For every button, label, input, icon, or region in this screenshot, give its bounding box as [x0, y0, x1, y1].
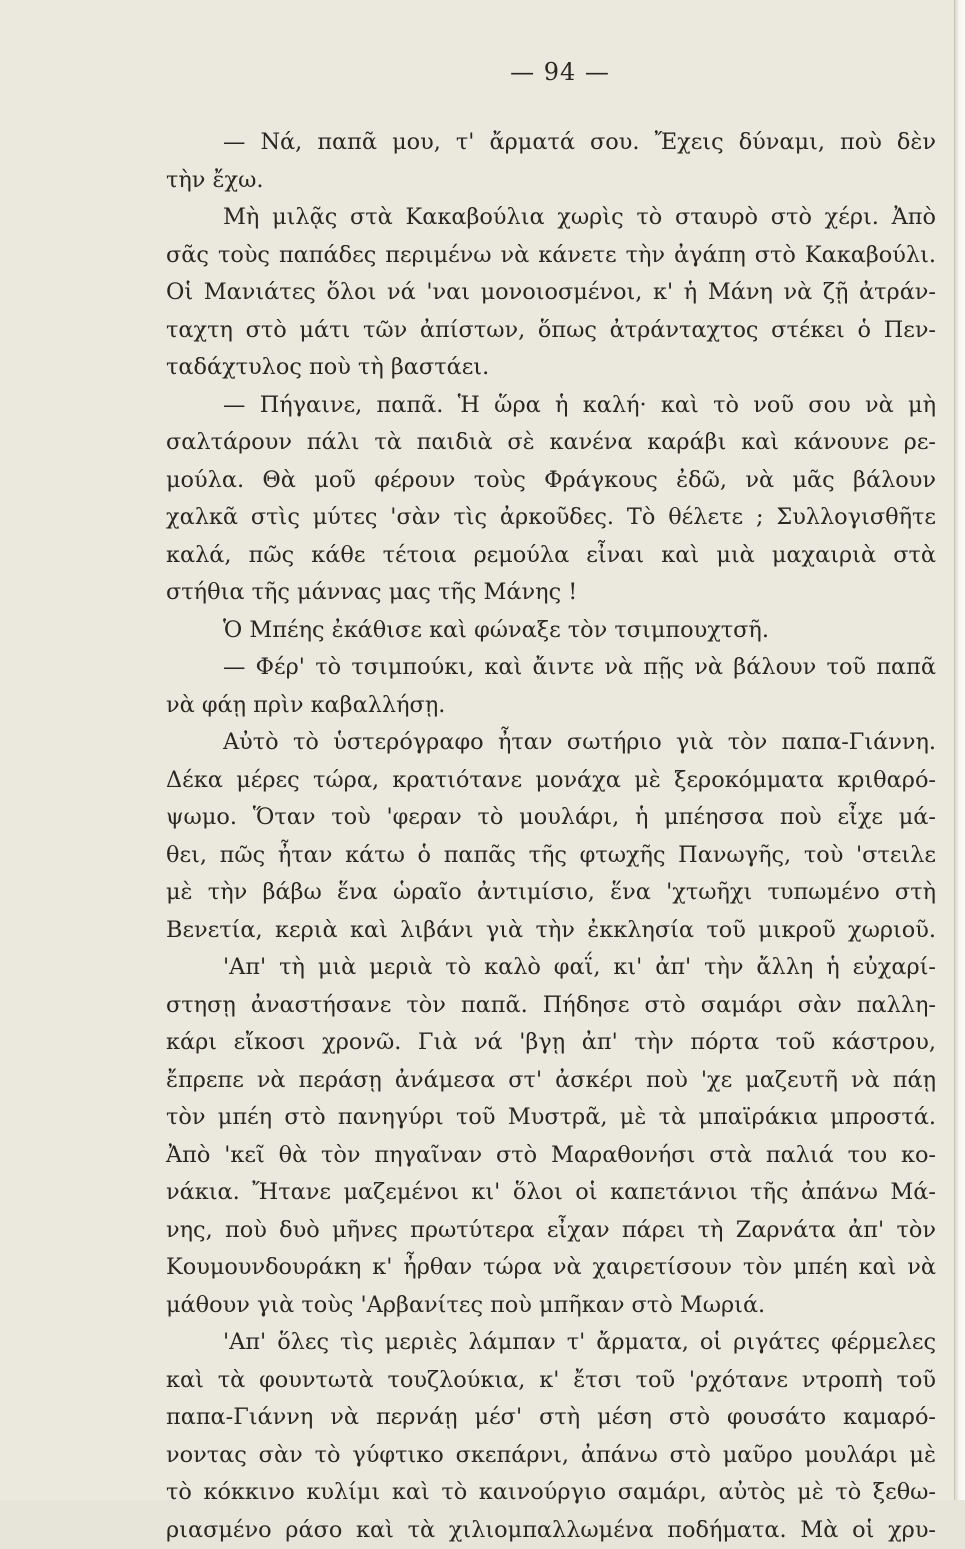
text-line: μὲ τὴν βάβω ἕνα ὡραῖο ἀντιμίσιο, ἕνα 'χτωῆχι τυπωμένο στὴ: [166, 874, 936, 912]
text-line: μούλα. Θὰ μοῦ φέρουν τοὺς Φράγκους ἐδῶ, νὰ μᾶς βάλουν: [166, 462, 936, 500]
text-line: ταδάχτυλος ποὺ τὴ βαστάει.: [166, 349, 936, 387]
text-line: παπα-Γιάννη νὰ περνάῃ μέσ' στὴ μέση στὸ φουσάτο καμαρό-: [166, 1399, 936, 1437]
text-line: ταχτη στὸ μάτι τῶν ἀπίστων, ὅπως ἀτράνταχτος στέκει ὁ Πεν-: [166, 312, 936, 350]
text-line: καὶ τὰ φουντωτὰ τουζλούκια, κ' ἔτσι τοῦ 'ρχότανε ντροπὴ τοῦ: [166, 1362, 936, 1400]
text-line: 'Απ' ὅλες τὶς μεριὲς λάμπαν τ' ἄρματα, οἱ ριγάτες φέρμελες: [166, 1324, 936, 1362]
text-line: στήθια τῆς μάννας μας τῆς Μάνης !: [166, 574, 936, 612]
text-line: — Φέρ' τὸ τσιμπούκι, καὶ ἄιντε νὰ πῇς νὰ βάλουν τοῦ παπᾶ: [166, 649, 936, 687]
text-line: νὰ φάῃ πρὶν καβαλλήσῃ.: [166, 687, 936, 725]
text-line: νάκια. Ἤτανε μαζεμένοι κι' ὅλοι οἱ καπετάνιοι τῆς ἀπάνω Μά-: [166, 1174, 936, 1212]
page-edge: [954, 0, 965, 1500]
text-line: Αὐτὸ τὸ ὑστερόγραφο ἦταν σωτήριο γιὰ τὸν παπα-Γιάννη.: [166, 724, 936, 762]
text-block: [166, 124, 936, 1549]
text-line: — Νά, παπᾶ μου, τ' ἄρματά σου. Ἔχεις δύναμι, ποὺ δὲν: [166, 124, 936, 162]
text-line: σᾶς τοὺς παπάδες περιμένω νὰ κάνετε τὴν ἀγάπη στὸ Κακαβούλι.: [166, 237, 936, 275]
text-line: Δέκα μέρες τώρα, κρατιότανε μονάχα μὲ ξεροκόμματα κριθαρό-: [166, 762, 936, 800]
text-line: νοντας σὰν τὸ γύφτικο σκεπάρνι, ἀπάνω στὸ μαῦρο μουλάρι μὲ: [166, 1437, 936, 1475]
text-line: τὴν ἔχω.: [166, 162, 936, 200]
text-line: τὸ κόκκινο κυλίμι καὶ τὸ καινούργιο σαμάρι, αὐτὸς μὲ τὸ ξεθω-: [166, 1474, 936, 1512]
text-line: θει, πῶς ἦταν κάτω ὁ παπᾶς τῆς φτωχῆς Πανωγῆς, τοὺ 'στειλε: [166, 837, 936, 875]
text-line: τὸν μπέη στὸ πανηγύρι τοῦ Μυστρᾶ, μὲ τὰ μπαϊράκια μπροστά.: [166, 1099, 936, 1137]
text-line: στησῃ ἀναστήσανε τὸν παπᾶ. Πήδησε στὸ σαμάρι σὰν παλλη-: [166, 987, 936, 1025]
text-line: ἔπρεπε νὰ περάσῃ ἀνάμεσα στ' ἀσκέρι ποὺ 'χε μαζευτῆ νὰ πάῃ: [166, 1062, 936, 1100]
text-line: ριασμένο ράσο καὶ τὰ χιλιομπαλλωμένα ποδήματα. Μὰ οἱ χρυ-: [166, 1512, 936, 1549]
text-line: σαλτάρουν πάλι τὰ παιδιὰ σὲ κανένα καράβι καὶ κάνουνε ρε-: [166, 424, 936, 462]
text-line: Οἱ Μανιάτες ὅλοι νά 'ναι μονοιοσμένοι, κ' ἡ Μάνη νὰ ζῇ ἀτράν-: [166, 274, 936, 312]
text-line: Κουμουνδουράκη κ' ἦρθαν τώρα νὰ χαιρετίσουν τὸν μπέη καὶ νὰ: [166, 1249, 936, 1287]
text-line: Ὁ Μπέης ἐκάθισε καὶ φώναξε τὸν τσιμπουχτσῆ.: [166, 612, 936, 650]
text-line: Βενετία, κεριὰ καὶ λιβάνι γιὰ τὴν ἐκκλησία τοῦ μικροῦ χωριοῦ.: [166, 912, 936, 950]
page-number: — 94 —: [0, 58, 965, 86]
text-line: Μὴ μιλᾷς στὰ Κακαβούλια χωρὶς τὸ σταυρὸ στὸ χέρι. Ἀπὸ: [166, 199, 936, 237]
text-line: Ἀπὸ 'κεῖ θὰ τὸν πηγαῖναν στὸ Μαραθονήσι στὰ παλιά του κο-: [166, 1137, 936, 1175]
text-line: κάρι εἴκοσι χρονῶ. Γιὰ νά 'βγῃ ἀπ' τὴν πόρτα τοῦ κάστρου,: [166, 1024, 936, 1062]
text-line: καλά, πῶς κάθε τέτοια ρεμούλα εἶναι καὶ μιὰ μαχαιριὰ στὰ: [166, 537, 936, 575]
text-line: ψωμο. Ὅταν τοὺ 'φεραν τὸ μουλάρι, ἡ μπέησσα ποὺ εἶχε μά-: [166, 799, 936, 837]
text-line: χαλκᾶ στὶς μύτες 'σὰν τὶς ἀρκοῦδες. Τὸ θέλετε ; Συλλογισθῆτε: [166, 499, 936, 537]
text-line: — Πήγαινε, παπᾶ. Ἡ ὥρα ἡ καλή· καὶ τὸ νοῦ σου νὰ μὴ: [166, 387, 936, 425]
text-line: μάθουν γιὰ τοὺς 'Αρβανίτες ποὺ μπῆκαν στὸ Μωριά.: [166, 1287, 936, 1325]
text-line: νης, ποὺ δυὸ μῆνες πρωτύτερα εἶχαν πάρει τὴ Ζαρνάτα ἀπ' τὸν: [166, 1212, 936, 1250]
text-line: 'Απ' τὴ μιὰ μεριὰ τὸ καλὸ φαΐ, κι' ἀπ' τὴν ἄλλη ἡ εὐχαρί-: [166, 949, 936, 987]
